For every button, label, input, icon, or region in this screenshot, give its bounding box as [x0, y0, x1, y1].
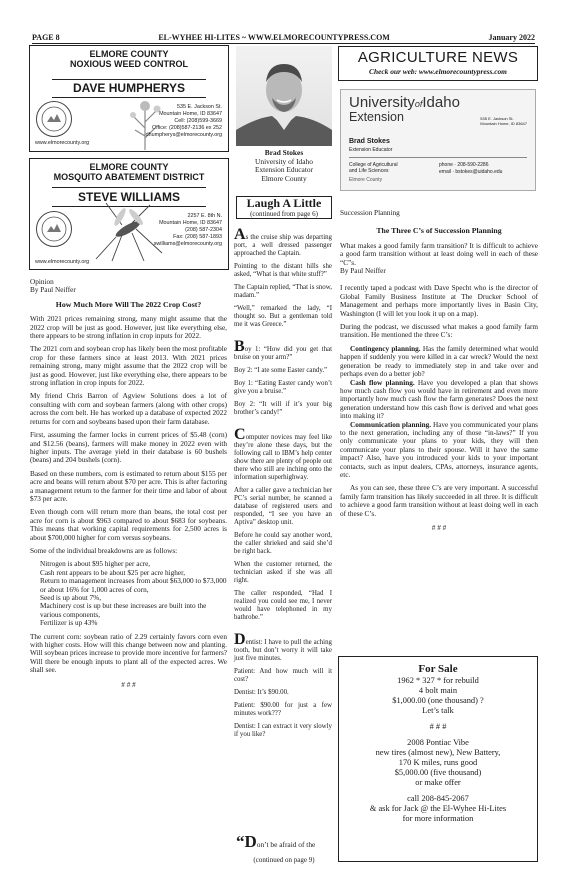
card-brand-of: of	[414, 99, 423, 109]
mosquito-ad-title-line1: ELMORE COUNTY	[89, 162, 169, 172]
opinion-headline: How Much More Will The 2022 Crop Cost?	[55, 299, 202, 309]
sale-line: 1962 * 327 * for rebuild	[397, 676, 479, 685]
dropcap: D	[234, 631, 246, 648]
list-item: Nitrogen is about $95 higher per acre,	[40, 560, 151, 569]
continued-notice: (continued on page 9)	[253, 856, 315, 864]
mosquito-ad-email: swilliams@elmorecounty.org	[153, 241, 222, 247]
dropcap: A	[234, 226, 246, 243]
card-divider	[349, 157, 527, 158]
joke-text: “Well,” remarked the lady, “I thought so. But a gentleman told me it was Greece.”	[234, 305, 332, 328]
portrait-photo-icon	[236, 46, 332, 146]
mosquito-ad-rule-top	[52, 187, 206, 188]
opinion-byline: By Paul Neiffer	[30, 286, 76, 295]
author-photo	[236, 46, 332, 146]
mosquito-abatement-ad	[29, 158, 229, 270]
weed-ad-email: dhumpherys@elmorecounty.org	[145, 132, 222, 138]
weed-ad-url: www.elmorecounty.org	[35, 140, 90, 146]
succession-headline: The Three C’s of Succession Planning	[376, 226, 502, 236]
weed-ad-name: DAVE HUMPHERYS	[72, 81, 185, 95]
joke-text: Dentist: I can extract it very slowly if you like?	[234, 723, 332, 738]
joke-text: Boy 1: “Eating Easter candy won’t give you a bruise.”	[234, 380, 332, 395]
opinion-para: With 2021 prices remaining strong, many might assume that the 2022 crop will be just as good. However, just like everything else, there appears to be strong inflation in crop inputs for 2022.	[30, 315, 227, 341]
opinion-para: My friend Chris Barron of Agview Solutions does a lot of consulting with corn and soybean farmers (along with other crops) across the corn belt. He has worked up a database of expected 2022 returns for corn and soybeans based upon their farm database.	[30, 392, 227, 426]
weed-ad-contact	[146, 104, 222, 139]
opinion-list	[30, 560, 227, 627]
caption-line2: University of Idaho	[255, 156, 313, 166]
succession-para: What makes a good family farm transition? It is difficult to achieve a good farm transition without at least doing well in each of these “C”s.	[340, 241, 538, 267]
card-address2: Mountain Home, ID 83647	[480, 121, 527, 126]
card-college1: College of Agricultural	[349, 162, 398, 168]
list-item: Fertilizer is up 43%	[40, 619, 98, 628]
succession-c3	[340, 421, 538, 480]
caption-line3: Extension Educator	[254, 165, 314, 175]
for-sale-box	[338, 656, 538, 862]
joke-2	[234, 338, 332, 362]
joke-text: Pointing to the distant hills she asked, “What is that white stuff?”	[234, 263, 332, 278]
joke-text: Patient: $90.00 for just a few minutes work???	[234, 702, 332, 717]
joke-text: Patient: And how much will it cost?	[234, 668, 332, 683]
weed-ad-title	[30, 49, 228, 69]
joke-text: The caller responded, “Had I realized you could see me, I never would have telephoned in my bathrobe.”	[234, 590, 332, 621]
weed-ad-rule-top	[52, 79, 206, 80]
sale-line: Let’s talk	[422, 706, 454, 715]
mosquito-ad-url: www.elmorecounty.org	[35, 259, 90, 265]
for-sale-title: For Sale	[418, 663, 458, 675]
laugh-title: Laugh A Little	[246, 196, 322, 210]
joke-text: Dentist: It’s $90.00.	[234, 689, 289, 696]
succession-kicker: Succession Planning	[340, 209, 400, 217]
succession-article	[340, 209, 538, 538]
joke-3	[234, 426, 332, 482]
mosquito-ad-address1: 2257 E. 8th N.	[187, 213, 222, 219]
succession-c2	[340, 379, 538, 421]
list-item: Machinery cost is up but these increases are built into the various components,	[40, 602, 207, 619]
succession-para: As you can see, these three C’s are very important. A successful family farm transition has likely succeeded in all three. It is difficult to achieve a good farm transition without at least doing well in each of these C’s.	[340, 484, 538, 518]
joke-text: oy 1: “How did you get that bruise on your arm?”	[234, 346, 332, 361]
dropcap: D	[244, 832, 257, 851]
term-cashflow: Cash flow planning.	[350, 378, 415, 387]
page-header	[32, 31, 535, 44]
card-role: Extension Educator	[349, 147, 393, 153]
county-seal-icon	[36, 101, 72, 137]
sale-line: or make offer	[415, 778, 461, 787]
succession-byline: By Paul Neiffer	[340, 267, 386, 276]
joke-1	[234, 226, 332, 258]
laugh-subtitle: (continued from page 6)	[250, 210, 318, 218]
term-body: Have you communicated your plans to the next generation, including any of those “in-laws?” If you only communicate your plans to your kids, they will then communicate your plans to their spouse. Will it have the same impact? Also, have you introduced your kids to your important contacts, such as input dealers, CPAs, attorneys, insurance agents, etc.	[340, 420, 538, 479]
joke-text: on’t be afraid of the	[256, 840, 316, 849]
succession-c1	[340, 345, 538, 379]
term-communication: Communication planning.	[350, 420, 432, 429]
sale-line: $1,000.00 (one thousand) ?	[392, 696, 484, 705]
joke-text: The Captain replied, “That is snow, madam.”	[234, 284, 332, 299]
succession-para: During the podcast, we discussed what makes a good family farm transition. He mentioned the three C’s:	[340, 323, 538, 340]
card-college	[349, 162, 398, 183]
opinion-kicker: Opinion	[30, 278, 54, 286]
term-body: Has the family determined what would happen if suddenly you were killed in a car wreck? Would the next generation be ready to immediately step in and take over and perhaps even do a better job?	[340, 344, 539, 379]
joke-text: Boy 2: “It will if it’s your big brother’s candy!”	[234, 401, 332, 416]
open-quote: “	[236, 832, 245, 851]
weed-ad-address2: Mountain Home, ID 83647	[159, 111, 222, 117]
card-county: Elmore County	[349, 177, 383, 183]
ag-news-subtitle: Check our web: www.elmorecountypress.com	[369, 67, 507, 76]
sale-separator: # # #	[429, 722, 447, 731]
weed-ad-title-line1: ELMORE COUNTY	[89, 49, 169, 59]
sale-line: 4 bolt main	[418, 686, 458, 695]
sale-line: new tires (almost new), New Battery,	[375, 748, 501, 757]
sale-line: call 208-845-2067	[407, 794, 469, 803]
joke-4	[234, 631, 332, 663]
mosquito-ad-title	[30, 162, 228, 182]
dropcap: B	[234, 338, 245, 355]
opinion-article	[30, 278, 227, 695]
dropcap: C	[234, 426, 246, 443]
card-email: email · bstokes@uidaho.edu	[439, 169, 503, 175]
mosquito-ad-name: STEVE WILLIAMS	[78, 190, 180, 204]
card-address1: 535 E. Jackson St.	[480, 116, 514, 121]
succession-end-mark: # # #	[431, 524, 447, 532]
agriculture-news-box	[338, 46, 538, 81]
joke-text: Boy 2: “I ate some Easter candy.”	[234, 367, 328, 374]
opinion-end-mark: # # #	[121, 680, 136, 689]
laugh-a-little-box	[236, 196, 332, 219]
issue-date: January 2022	[488, 33, 535, 42]
joke-5	[236, 832, 334, 852]
weed-ad-cell: Cell: (208)599-3669	[174, 118, 222, 124]
mosquito-ad-fax: Fax: (208) 587-1893	[173, 234, 222, 240]
mosquito-ad-phone: (208) 587-2304	[185, 227, 222, 233]
extension-business-card	[340, 89, 536, 191]
sale-line: 2008 Pontiac Vibe	[407, 738, 469, 747]
sale-line: & ask for Jack @ the El-Wyhee Hi-Lites	[369, 804, 507, 813]
masthead: EL-WYHEE HI-LITES ~ WWW.ELMORECOUNTYPRESS.COM	[158, 33, 390, 42]
weed-ad-office: Office: (208)587-2136 ex 252	[151, 125, 222, 131]
jokes-column	[234, 226, 332, 744]
opinion-para: The 2021 corn and soybean crop has likely been the most profitable crop for these farmers since at least 2013. With 2021 prices remaining strong, many might assume that the 2022 crop will be just as good. However, just like everything else, there appears to be strong inflation in crop inputs for 2022.	[30, 345, 227, 388]
caption-name: Brad Stokes	[264, 148, 304, 157]
joke-text: s the cruise ship was departing port, a well dressed passenger approached the Captain.	[234, 234, 332, 257]
weed-ad-address1: 535 E. Jackson St.	[177, 104, 222, 110]
opinion-closing: The current corn: soybean ratio of 2.29 certainly favors corn even with higher costs. How will this change between now and planting. Will soybean prices increase to provide more incentive for farmers? Will there be enough inputs to plant all of the expected acres. We shall see.	[30, 632, 227, 675]
joke-text: When the customer returned, the technician asked if she was all right.	[234, 561, 332, 584]
opinion-para: Some of the individual breakdowns are as follows:	[30, 546, 178, 555]
term-contingency: Contingency planning.	[350, 344, 421, 353]
mosquito-ad-contact	[154, 213, 222, 248]
opinion-para: First, assuming the farmer locks in current prices of $5.48 (corn) and $12.56 (beans), farmers will make money in 2022 even with higher inputs. The average yield in their database is 60 bushels (beans) and 204 bushels (corn).	[30, 431, 227, 465]
page-number: PAGE 8	[32, 33, 60, 42]
card-name: Brad Stokes	[349, 138, 390, 145]
joke-text: omputer novices may feel like they’re alone these days, but the following call to IBM’s help center show there are plenty of people out there who still are inching onto the information superhighway.	[234, 434, 332, 481]
sale-line: for more information	[402, 814, 474, 823]
card-address	[480, 116, 527, 126]
weed-control-ad	[29, 45, 229, 152]
term-body: Have you developed a plan that shows how much cash flow you would have in retirement and even more importantly how much cash flow the farm generates? Does the next generation understand how this cash flow is derived and what goes into making it?	[340, 378, 538, 421]
card-phone: phone · 208-590-2286	[439, 162, 489, 168]
succession-para: I recently taped a podcast with Dave Specht who is the director of Global Family Business Institute at The Drucker School of Management and perhaps more importantly lives in Basin City, Washington (I will let you look it up on a map).	[340, 284, 538, 318]
list-item: Seed is up about 7%,	[40, 594, 102, 602]
opinion-para: Even though corn will return more than beans, the total cost per acre for corn is about $963 compared to about $683 for soybeans. This means that working capital requirements for 2,500 acres is about $700,000 higher for corn versus soybeans.	[30, 508, 227, 542]
joke-text: entist: I have to pull the aching tooth, but don’t worry it will take just five minutes.	[234, 639, 332, 662]
list-item: Cash rent appears to be about $25 per acre higher,	[40, 568, 186, 577]
card-brand-extension: Extension	[349, 110, 404, 124]
card-brand-idaho: Idaho	[422, 94, 460, 111]
county-seal-icon	[36, 211, 72, 247]
card-contact	[439, 162, 502, 176]
card-college2: and Life Sciences	[349, 168, 389, 174]
joke-text: After a caller gave a technician her PC’s serial number, he scanned a database of registered users and responded, “I see you have an Aptiva” desktop unit.	[234, 487, 332, 526]
joke-text: Before he could say another word, the caller shrieked and said she’d be right back.	[234, 532, 332, 555]
mosquito-ad-title-line2: MOSQUITO ABATEMENT DISTRICT	[53, 172, 205, 182]
photo-caption	[236, 149, 332, 183]
caption-line4: Elmore County	[261, 173, 307, 183]
opinion-para: Based on these numbers, corn is estimated to return about $155 per acre and beans will return about $70 per acre. This is after factoring a management return to the farmer for their time and labor of about $73 per acre.	[30, 469, 227, 503]
sale-line: 170 K miles, runs good	[398, 758, 478, 767]
sale-line: $5,000.00 (five thousand)	[394, 768, 482, 777]
list-item: Return to management increases from about $63,000 to $73,000 or about 16% for 1,000 acres of corn,	[40, 577, 227, 594]
mosquito-ad-address2: Mountain Home, ID 83647	[159, 220, 222, 226]
card-brand-university: University	[349, 94, 415, 111]
weed-ad-title-line2: NOXIOUS WEED CONTROL	[69, 59, 188, 69]
ag-news-title: AGRICULTURE NEWS	[357, 49, 519, 66]
